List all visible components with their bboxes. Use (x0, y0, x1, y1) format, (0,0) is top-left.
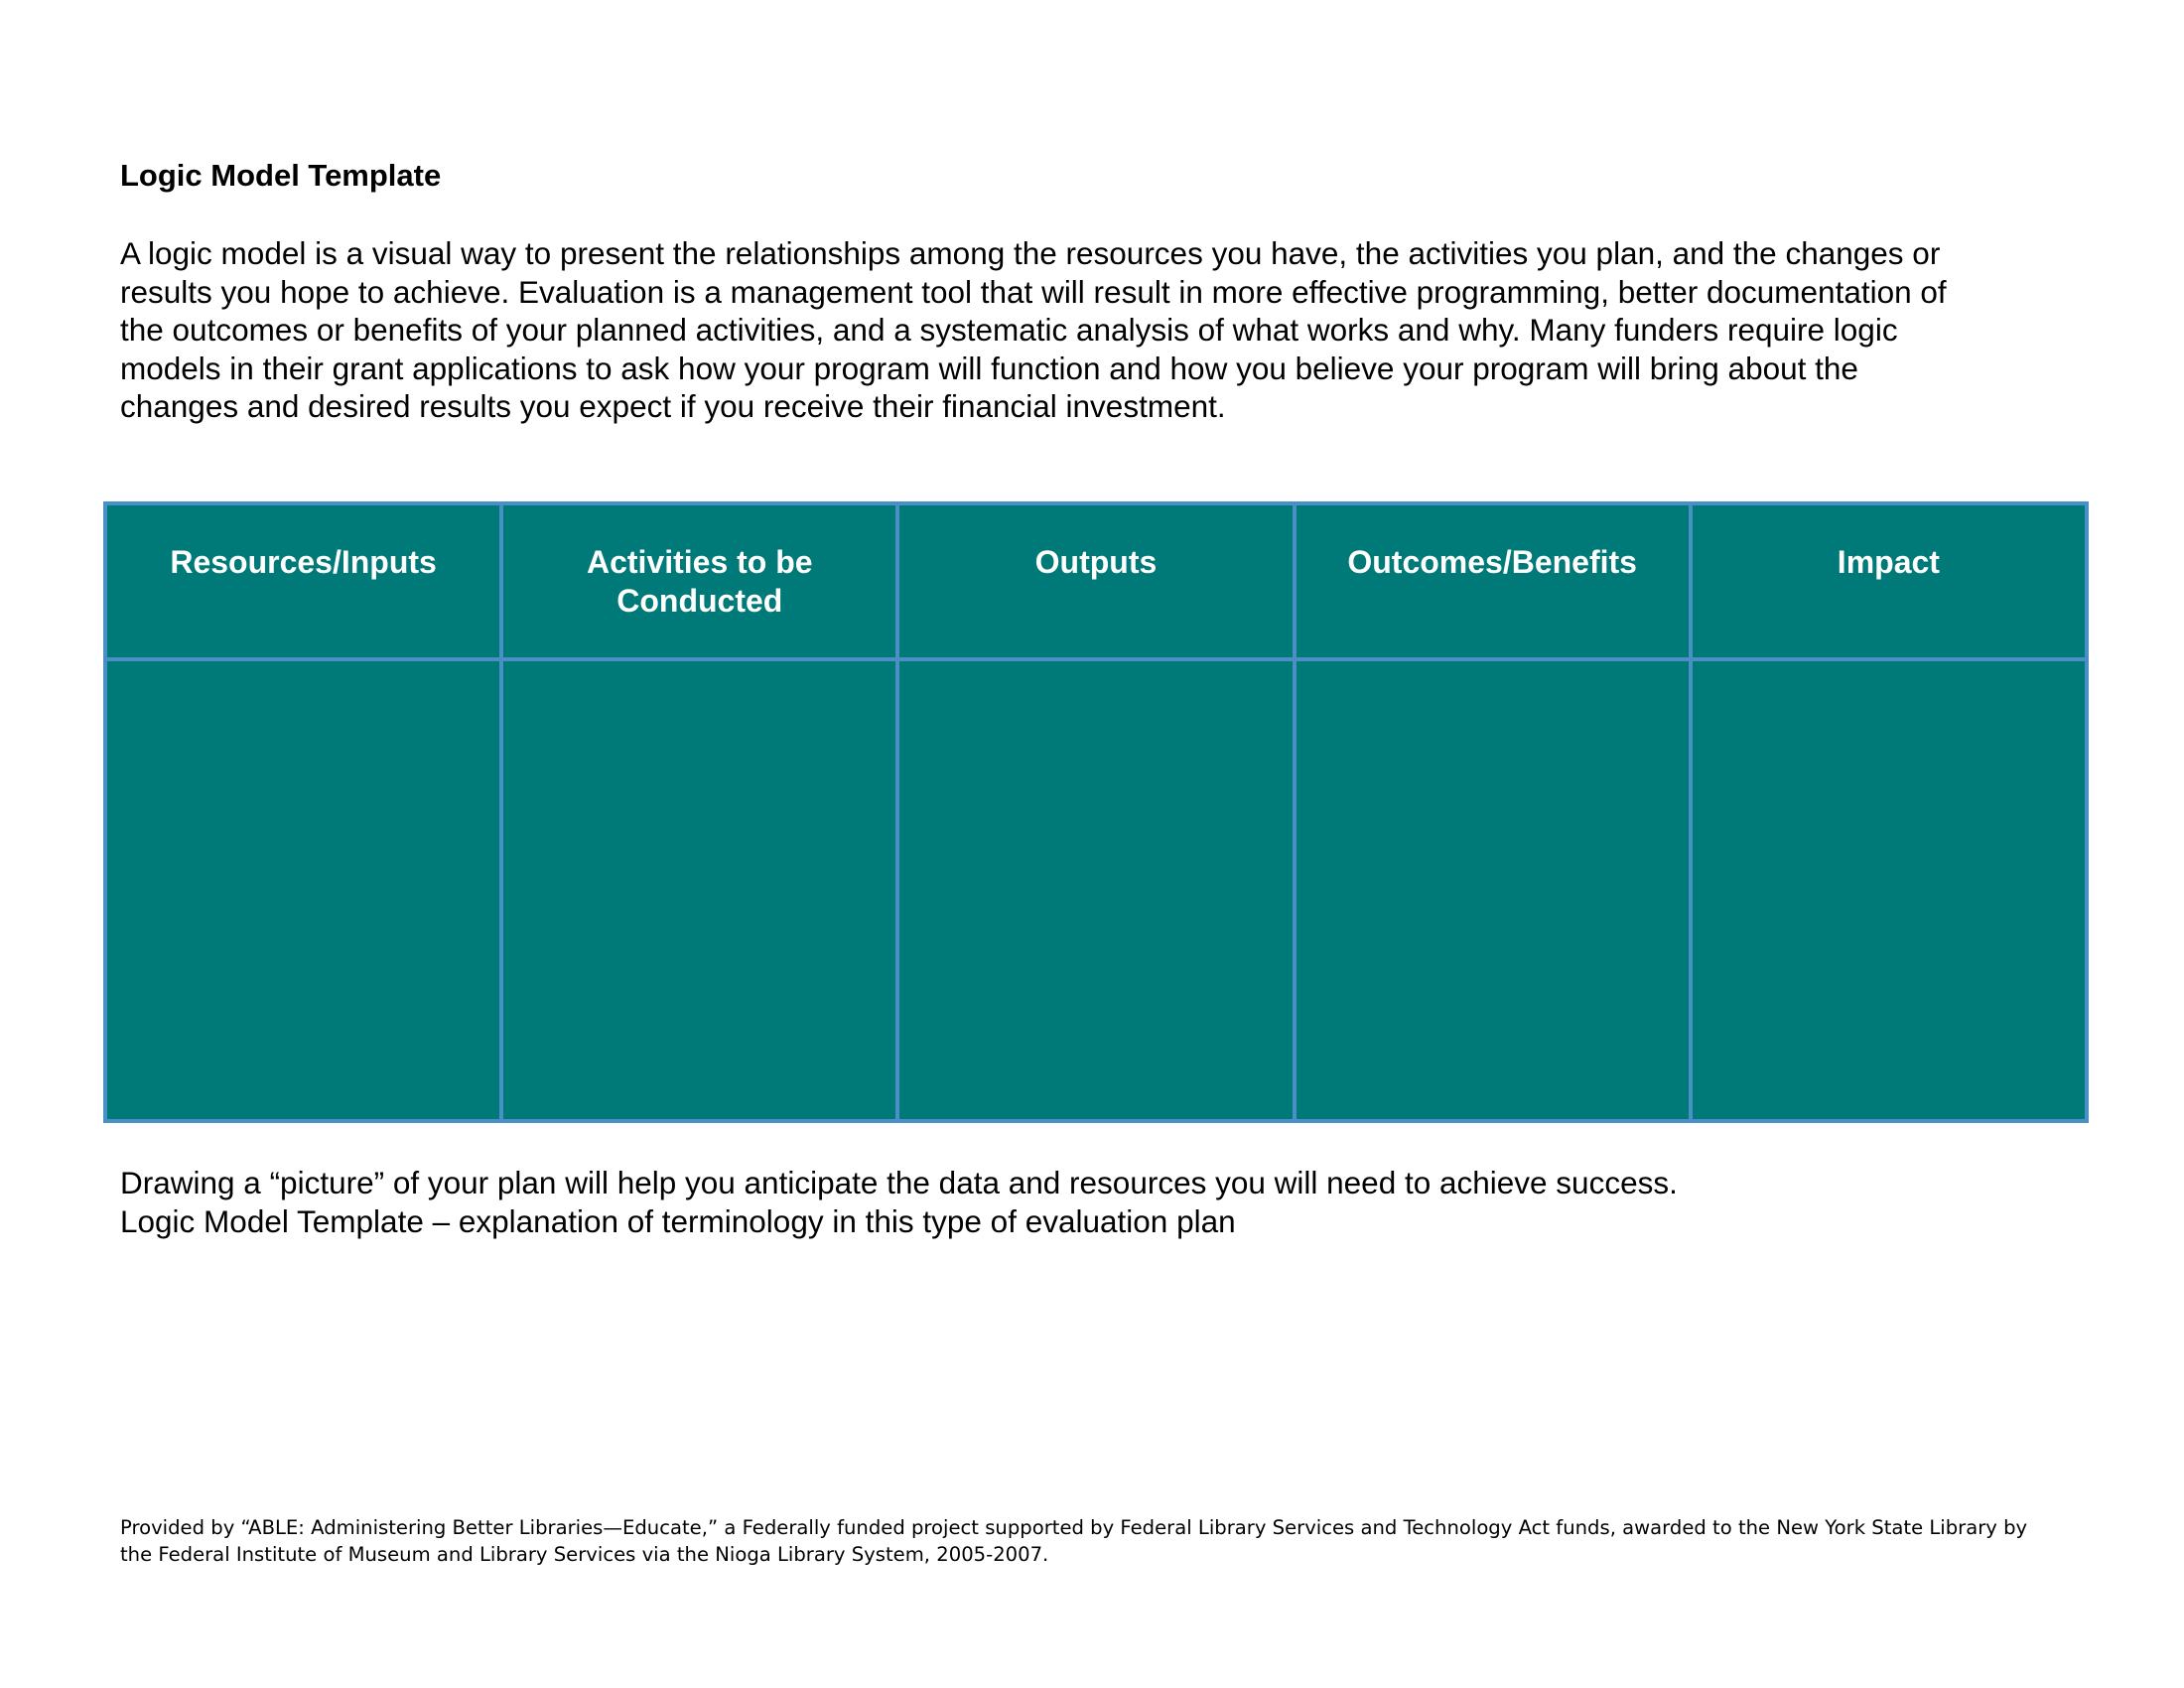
footer-note (120, 1514, 2096, 1568)
cell-activities (501, 659, 897, 1121)
closing-line: Logic Model Template – explanation of terminology in this type of evaluation plan (120, 1202, 1236, 1239)
header-activities (501, 503, 897, 659)
header-outcomes-benefits (1295, 503, 1691, 659)
table-header-row (105, 503, 2087, 659)
cell-outcomes-benefits (1295, 659, 1691, 1121)
intro-paragraph (120, 234, 2106, 426)
cell-impact (1691, 659, 2087, 1121)
header-label: Impact (1837, 544, 1940, 580)
footer-line: Provided by “ABLE: Administering Better Libraries—Educate,” a Federally funded project supported by Federal Library Services and Technology Act funds, awarded to the New York State Library by (120, 1516, 2028, 1539)
header-impact (1691, 503, 2087, 659)
footer-line: the Federal Institute of Museum and Library Services via the Nioga Library System, 2005-2007. (120, 1543, 1049, 1566)
cell-resources-inputs (105, 659, 501, 1121)
intro-line: models in their grant applications to ask how your program will function and how you believe your program will bring about the (120, 350, 1858, 386)
header-label: Resources/Inputs (170, 544, 437, 580)
intro-line: changes and desired results you expect if you receive their financial investment. (120, 388, 1226, 425)
cell-outputs (897, 659, 1294, 1121)
intro-line: A logic model is a visual way to present the relationships among the resources you have, the activities you plan, and the changes or (120, 235, 1941, 271)
header-label: Activities to be Conducted (586, 544, 813, 619)
header-label: Outcomes/Benefits (1347, 544, 1637, 580)
closing-line: Drawing a “picture” of your plan will help you anticipate the data and resources you will need to achieve success. (120, 1165, 1678, 1200)
logic-model-table (103, 501, 2089, 1123)
intro-line: results you hope to achieve. Evaluation is a management tool that will result in more effective programming, better documentation of (120, 273, 1947, 310)
header-label: Outputs (1034, 544, 1158, 580)
header-resources-inputs (105, 503, 501, 659)
header-outputs (897, 503, 1294, 659)
page-title: Logic Model Template (120, 158, 442, 193)
table-row (105, 659, 2087, 1121)
closing-text (120, 1164, 1678, 1240)
intro-line: the outcomes or benefits of your planned activities, and a systematic analysis of what works and why. Many funders require logic (120, 312, 1898, 349)
